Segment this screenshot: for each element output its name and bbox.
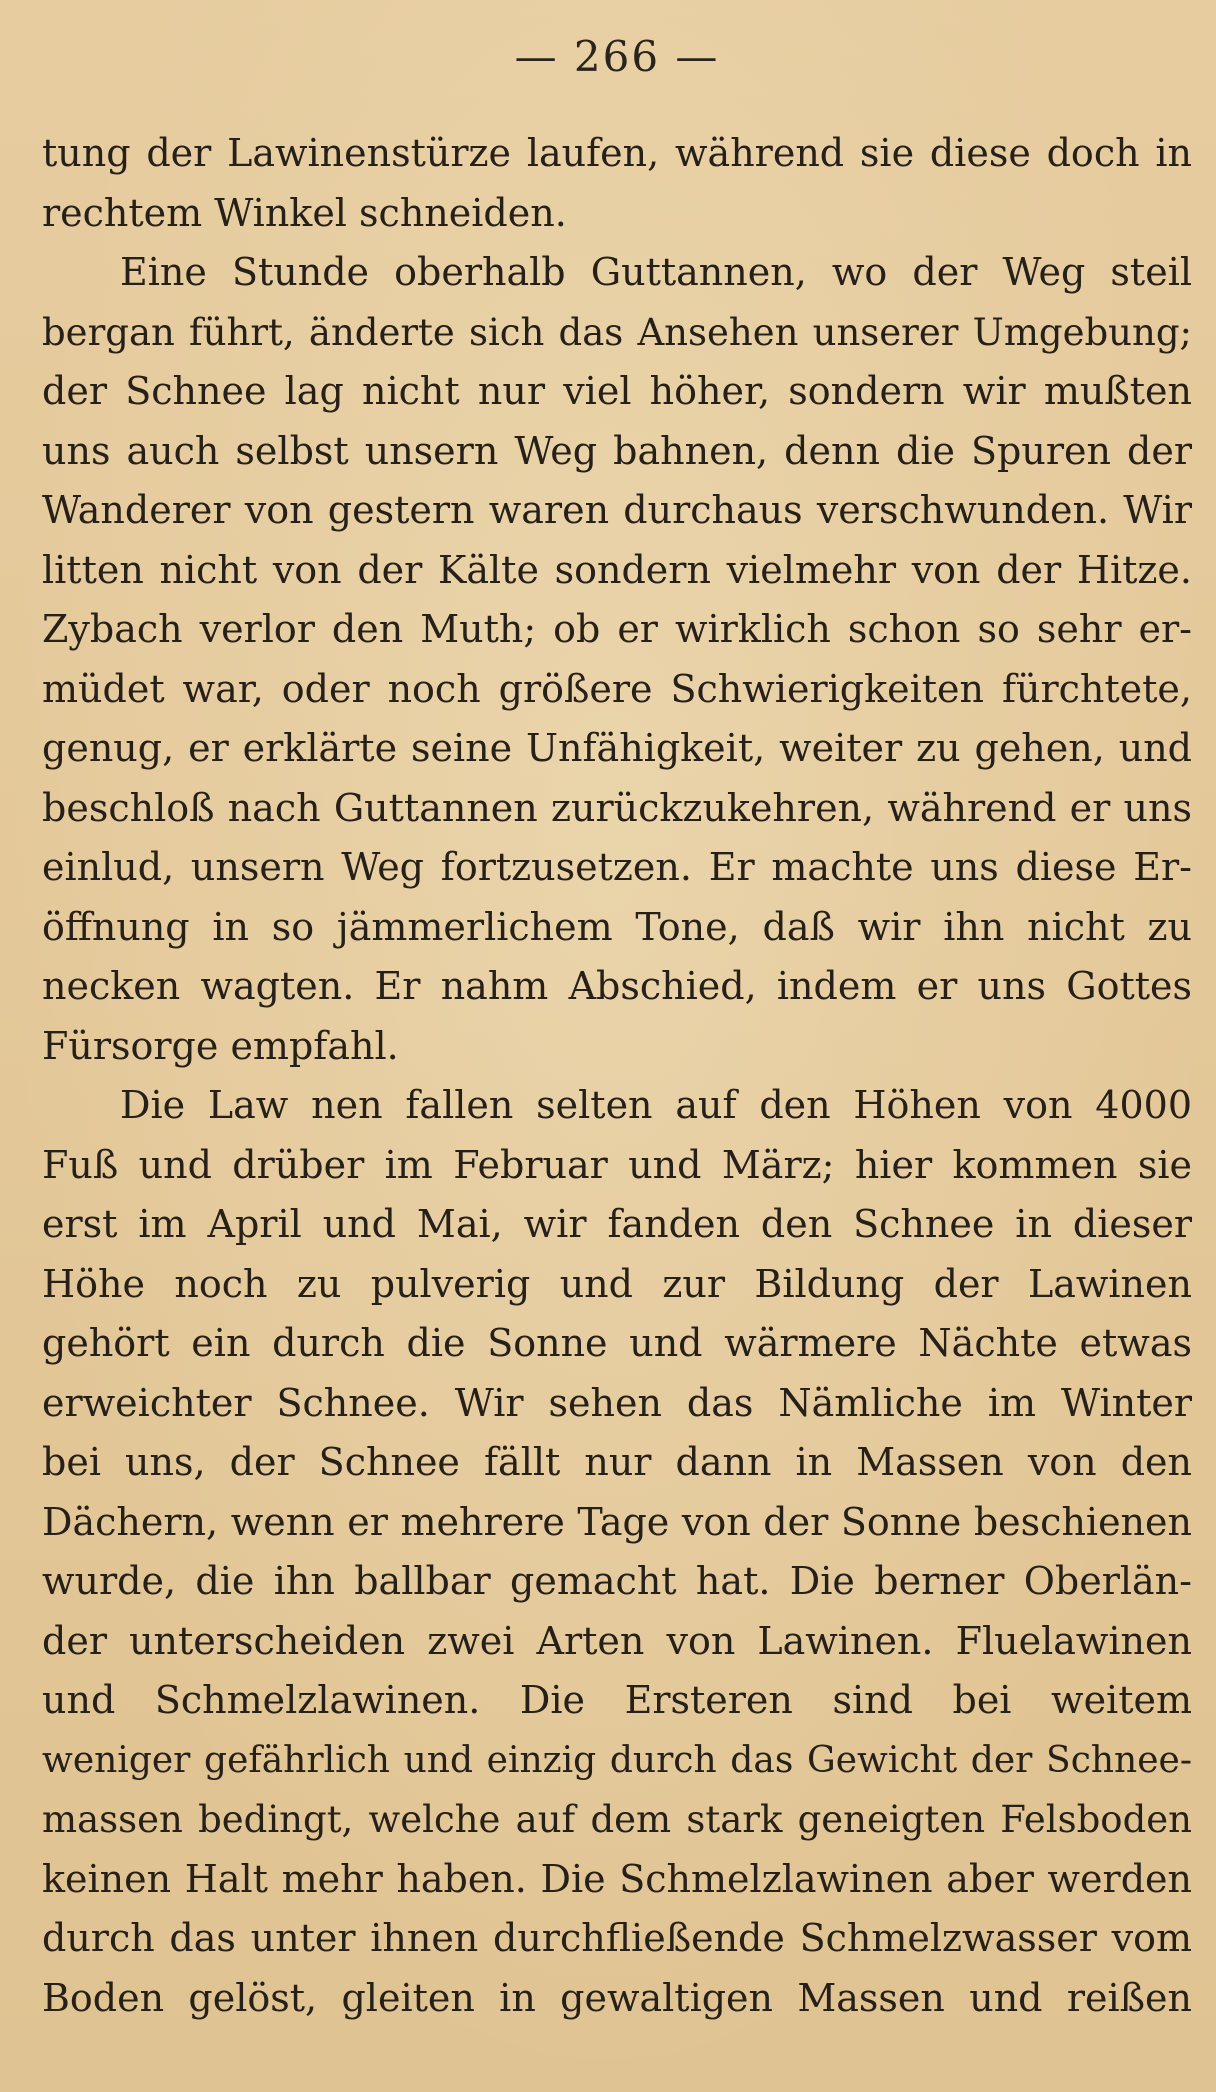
text-line: massen bedingt, welche auf dem stark geneigten Felsboden — [42, 1798, 1192, 1841]
text-line: Fürsorge empfahl. — [42, 1023, 399, 1068]
text-line: Eine Stunde oberhalb Guttannen, wo der Weg steil — [120, 250, 1192, 294]
text-line: Dächern, wenn er mehrere Tage von der Sonne beschienen — [42, 1499, 1192, 1544]
text-line: müdet war, oder noch größere Schwierigkeiten fürchtete, — [42, 666, 1192, 711]
text-line: bei uns, der Schnee fällt nur dann in Massen von den — [42, 1440, 1192, 1484]
text-line: uns auch selbst unsern Weg bahnen, denn die Spuren der — [42, 428, 1192, 473]
text-line: und Schmelzlawinen. Die Ersteren sind bei weitem — [42, 1678, 1192, 1722]
text-line: Fuß und drüber im Februar und März; hier kommen sie — [42, 1142, 1192, 1187]
text-line: erst im April und Mai, wir fanden den Schnee in dieser — [42, 1202, 1192, 1246]
text-line: Wanderer von gestern waren durchaus verschwunden. Wir — [42, 488, 1192, 532]
text-line: der Schnee lag nicht nur viel höher, sondern wir mußten — [42, 369, 1192, 413]
text-line: beschloß nach Guttannen zurückzukehren, während er uns — [42, 785, 1192, 830]
text-line: litten nicht von der Kälte sondern vielmehr von der Hitze. — [42, 547, 1192, 592]
text-line: rechtem Winkel schneiden. — [42, 190, 567, 235]
text-line: bergan führt, änderte sich das Ansehen unserer Umgebung; — [42, 310, 1192, 354]
text-line: einlud, unsern Weg fortzusetzen. Er machte uns diese Er- — [42, 845, 1192, 889]
text-line: Die Law nen fallen selten auf den Höhen von 4000 — [120, 1083, 1192, 1127]
text-line: Höhe noch zu pulverig und zur Bildung der Lawinen — [42, 1261, 1192, 1306]
book-page — [42, 22, 1192, 2072]
body-text — [42, 124, 1192, 2028]
text-line: genug, er erklärte seine Unfähigkeit, weiter zu gehen, und — [42, 726, 1192, 770]
page-number: — 266 — — [514, 32, 720, 81]
text-line: wurde, die ihn ballbar gemacht hat. Die berner Oberlän- — [42, 1559, 1192, 1603]
text-line: gehört ein durch die Sonne und wärmere Nächte etwas — [42, 1321, 1192, 1365]
text-line: necken wagten. Er nahm Abschied, indem er uns Gottes — [42, 964, 1192, 1008]
text-line: erweichter Schnee. Wir sehen das Nämliche im Winter — [42, 1380, 1192, 1425]
text-line: keinen Halt mehr haben. Die Schmelzlawinen aber werden — [42, 1856, 1192, 1901]
text-line: Zybach verlor den Muth; ob er wirklich schon so sehr er- — [42, 607, 1192, 651]
text-line: der unterscheiden zwei Arten von Lawinen. Fluelawinen — [42, 1618, 1192, 1663]
text-line: Boden gelöst, gleiten in gewaltigen Massen und reißen — [42, 1975, 1192, 2020]
text-line: tung der Lawinenstürze laufen, während sie diese doch in — [42, 131, 1192, 175]
text-line: durch das unter ihnen durchfließende Schmelzwasser vom — [42, 1916, 1192, 1960]
text-line: öffnung in so jämmerlichem Tone, daß wir ihn nicht zu — [42, 904, 1192, 949]
text-line: weniger gefährlich und einzig durch das Gewicht der Schnee- — [42, 1739, 1192, 1781]
